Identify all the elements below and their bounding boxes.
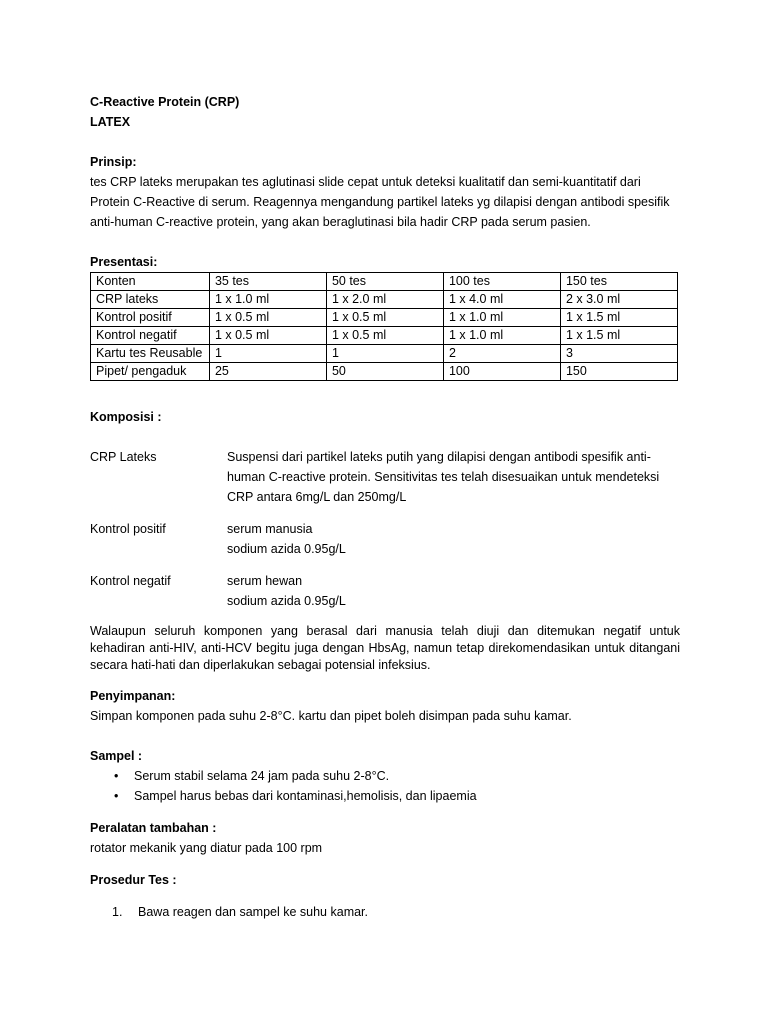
step-text: Bawa reagen dan sampel ke suhu kamar. bbox=[138, 905, 368, 919]
table-cell: CRP lateks bbox=[91, 291, 210, 309]
peralatan-heading: Peralatan tambahan : bbox=[90, 821, 217, 835]
list-item-text: Sampel harus bebas dari kontaminasi,hemolisis, dan lipaemia bbox=[134, 789, 477, 803]
komposisi-line: human C-reactive protein. Sensitivitas tes telah disesuaikan untuk mendeteksi bbox=[227, 470, 660, 484]
komposisi-line: serum manusia bbox=[227, 522, 313, 536]
komposisi-item bbox=[90, 447, 680, 507]
table-cell: 1 x 1.0 ml bbox=[443, 327, 560, 345]
prosedur-heading: Prosedur Tes : bbox=[90, 873, 177, 887]
komposisi-label: CRP Lateks bbox=[90, 450, 157, 464]
table-cell: 1 x 1.0 ml bbox=[443, 309, 560, 327]
table-cell: 1 x 0.5 ml bbox=[326, 327, 443, 345]
komposisi-line: CRP antara 6mg/L dan 250mg/L bbox=[227, 490, 407, 504]
sampel-list bbox=[90, 766, 680, 806]
komposisi-heading: Komposisi : bbox=[90, 410, 162, 424]
presentasi-table bbox=[90, 272, 678, 381]
table-row bbox=[91, 345, 678, 363]
warning-line: Walaupun seluruh komponen yang berasal dari manusia telah diuji dan ditemukan negatif untuk bbox=[90, 624, 680, 638]
komposisi-line: Suspensi dari partikel lateks putih yang dilapisi dengan antibodi spesifik anti- bbox=[227, 450, 651, 464]
table-cell: Kontrol positif bbox=[91, 309, 210, 327]
warning-line: kehadiran anti-HIV, anti-HCV begitu juga dengan HbsAg, namun tetap direkomendasikan untuk ditangani bbox=[90, 641, 680, 655]
table-cell: 1 x 0.5 ml bbox=[209, 309, 326, 327]
table-cell: Kontrol negatif bbox=[91, 327, 210, 345]
table-cell: 1 x 1.5 ml bbox=[560, 327, 677, 345]
komposisi-description bbox=[227, 519, 680, 559]
presentasi-heading: Presentasi: bbox=[90, 255, 158, 269]
table-cell: 35 tes bbox=[209, 273, 326, 291]
table-row bbox=[91, 327, 678, 345]
komposisi-line: serum hewan bbox=[227, 574, 303, 588]
table-row bbox=[91, 363, 678, 381]
table-cell: 1 x 1.0 ml bbox=[209, 291, 326, 309]
bullet-icon: • bbox=[114, 789, 119, 803]
prinsip-line: tes CRP lateks merupakan tes aglutinasi slide cepat untuk deteksi kualitatif dan semi-kuantitatif dari bbox=[90, 175, 641, 189]
document-title: C-Reactive Protein (CRP) bbox=[90, 95, 240, 109]
table-cell: 1 x 0.5 ml bbox=[209, 327, 326, 345]
document-subtitle: LATEX bbox=[90, 115, 131, 129]
penyimpanan-text: Simpan komponen pada suhu 2-8°C. kartu dan pipet boleh disimpan pada suhu kamar. bbox=[90, 709, 572, 723]
table-cell: 50 bbox=[326, 363, 443, 381]
table-cell: 3 bbox=[560, 345, 677, 363]
komposisi-item bbox=[90, 519, 680, 559]
komposisi-line: sodium azida 0.95g/L bbox=[227, 542, 346, 556]
penyimpanan-heading: Penyimpanan: bbox=[90, 689, 176, 703]
table-cell: 100 tes bbox=[443, 273, 560, 291]
table-cell: Konten bbox=[91, 273, 210, 291]
table-cell: 100 bbox=[443, 363, 560, 381]
table-cell: 50 tes bbox=[326, 273, 443, 291]
table-cell: 2 bbox=[443, 345, 560, 363]
table-cell: 1 x 1.5 ml bbox=[560, 309, 677, 327]
table-cell: 1 x 0.5 ml bbox=[326, 309, 443, 327]
prinsip-heading: Prinsip: bbox=[90, 155, 137, 169]
table-cell: Pipet/ pengaduk bbox=[91, 363, 210, 381]
komposisi-label: Kontrol positif bbox=[90, 522, 166, 536]
bullet-icon: • bbox=[114, 769, 119, 783]
table-cell: 2 x 3.0 ml bbox=[560, 291, 677, 309]
komposisi-description bbox=[227, 447, 680, 507]
komposisi-label: Kontrol negatif bbox=[90, 574, 171, 588]
table-cell: 1 bbox=[326, 345, 443, 363]
table-cell: 1 x 4.0 ml bbox=[443, 291, 560, 309]
peralatan-text: rotator mekanik yang diatur pada 100 rpm bbox=[90, 841, 323, 855]
warning-paragraph bbox=[90, 623, 680, 674]
list-item bbox=[90, 902, 680, 922]
warning-line: secara hati-hati dan diperlakukan sebagai potensial infeksius. bbox=[90, 658, 431, 672]
table-row bbox=[91, 273, 678, 291]
komposisi-line: sodium azida 0.95g/L bbox=[227, 594, 346, 608]
list-item bbox=[90, 766, 680, 786]
list-item-text: Serum stabil selama 24 jam pada suhu 2-8°C. bbox=[134, 769, 390, 783]
prosedur-list bbox=[90, 902, 680, 922]
sampel-heading: Sampel : bbox=[90, 749, 143, 763]
document-page bbox=[90, 92, 680, 922]
table-cell: 25 bbox=[209, 363, 326, 381]
table-row bbox=[91, 291, 678, 309]
table-cell: 1 bbox=[209, 345, 326, 363]
table-cell: Kartu tes Reusable bbox=[91, 345, 210, 363]
komposisi-description bbox=[227, 571, 680, 611]
prinsip-line: anti-human C-reactive protein, yang akan beraglutinasi bila hadir CRP pada serum pasien. bbox=[90, 215, 591, 229]
list-item bbox=[90, 786, 680, 806]
komposisi-item bbox=[90, 571, 680, 611]
table-row bbox=[91, 309, 678, 327]
prinsip-line: Protein C-Reactive di serum. Reagennya mengandung partikel lateks yg dilapisi dengan antibodi spesifik bbox=[90, 195, 670, 209]
step-number: 1. bbox=[112, 905, 123, 919]
table-cell: 1 x 2.0 ml bbox=[326, 291, 443, 309]
table-cell: 150 tes bbox=[560, 273, 677, 291]
table-cell: 150 bbox=[560, 363, 677, 381]
